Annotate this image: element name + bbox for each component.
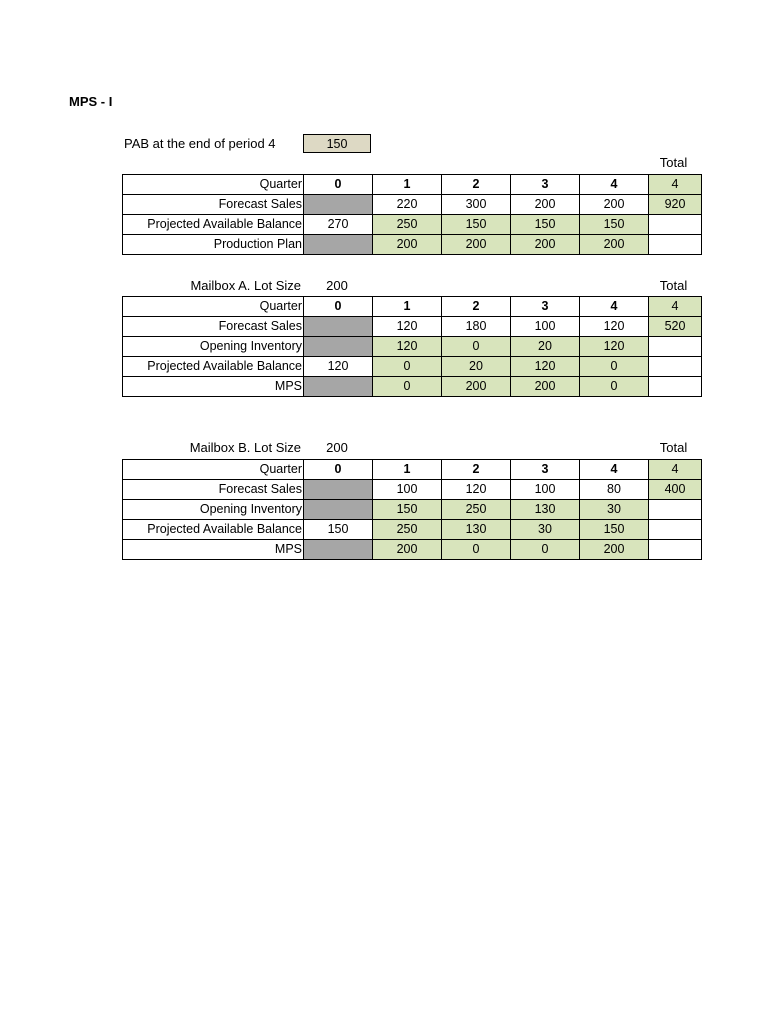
mailbox-b-table (122, 459, 702, 560)
period-3-cell[interactable]: 3 (511, 175, 580, 195)
period-1-cell[interactable]: 200 (373, 235, 442, 255)
total-cell[interactable] (649, 540, 702, 560)
period-4-cell[interactable]: 200 (580, 195, 649, 215)
table-row (123, 235, 702, 255)
row-label[interactable]: Projected Available Balance (123, 215, 304, 235)
mailbox-b-lot-label: Mailbox B. Lot Size (189, 440, 301, 455)
total-cell[interactable]: 520 (649, 317, 702, 337)
row-label[interactable]: Quarter (123, 297, 304, 317)
row-label[interactable]: MPS (123, 540, 304, 560)
table-row (123, 520, 702, 540)
period-1-cell[interactable]: 200 (373, 540, 442, 560)
period-4-cell[interactable]: 30 (580, 500, 649, 520)
table-row (123, 215, 702, 235)
row-label[interactable]: Opening Inventory (123, 500, 304, 520)
period-2-cell[interactable]: 250 (442, 500, 511, 520)
total-cell[interactable] (649, 215, 702, 235)
period-1-cell[interactable]: 1 (373, 175, 442, 195)
period-0-cell[interactable] (304, 377, 373, 397)
period-1-cell[interactable]: 1 (373, 460, 442, 480)
total-cell[interactable]: 920 (649, 195, 702, 215)
row-label[interactable]: Forecast Sales (123, 195, 304, 215)
pab-label: PAB at the end of period 4 (124, 136, 276, 151)
period-1-cell[interactable]: 150 (373, 500, 442, 520)
row-label[interactable]: Production Plan (123, 235, 304, 255)
total-cell[interactable]: 400 (649, 480, 702, 500)
total-cell[interactable] (649, 520, 702, 540)
table-row (123, 480, 702, 500)
table-row (123, 297, 702, 317)
period-2-cell[interactable]: 120 (442, 480, 511, 500)
period-0-cell[interactable]: 0 (304, 297, 373, 317)
period-3-cell[interactable]: 200 (511, 235, 580, 255)
period-2-cell[interactable]: 200 (442, 235, 511, 255)
period-4-cell[interactable]: 120 (580, 337, 649, 357)
mps-table (122, 174, 702, 255)
period-1-cell[interactable]: 120 (373, 317, 442, 337)
period-2-cell[interactable]: 2 (442, 175, 511, 195)
period-3-cell[interactable]: 200 (511, 377, 580, 397)
table-row (123, 460, 702, 480)
period-0-cell[interactable] (304, 317, 373, 337)
period-4-cell[interactable]: 200 (580, 540, 649, 560)
total-cell[interactable]: 4 (649, 460, 702, 480)
period-3-cell[interactable]: 150 (511, 215, 580, 235)
period-0-cell[interactable] (304, 540, 373, 560)
row-label[interactable]: Projected Available Balance (123, 357, 304, 377)
period-4-cell[interactable]: 150 (580, 215, 649, 235)
mailbox-a-total-label: Total (659, 278, 688, 293)
period-4-cell[interactable]: 120 (580, 317, 649, 337)
table1-total-label: Total (659, 155, 688, 170)
row-label[interactable]: Projected Available Balance (123, 520, 304, 540)
mailbox-a-lot-value: 200 (326, 278, 348, 293)
period-3-cell[interactable]: 20 (511, 337, 580, 357)
row-label[interactable]: Quarter (123, 175, 304, 195)
period-2-cell[interactable]: 2 (442, 297, 511, 317)
period-2-cell[interactable]: 300 (442, 195, 511, 215)
row-label[interactable]: Quarter (123, 460, 304, 480)
period-2-cell[interactable]: 0 (442, 337, 511, 357)
page-title: MPS - I (69, 94, 113, 109)
total-cell[interactable] (649, 357, 702, 377)
table-row (123, 195, 702, 215)
row-label[interactable]: MPS (123, 377, 304, 397)
period-0-cell[interactable]: 120 (304, 357, 373, 377)
period-4-cell[interactable]: 200 (580, 235, 649, 255)
period-3-cell[interactable]: 3 (511, 460, 580, 480)
period-3-cell[interactable]: 130 (511, 500, 580, 520)
period-1-cell[interactable]: 0 (373, 357, 442, 377)
period-0-cell[interactable]: 270 (304, 215, 373, 235)
period-4-cell[interactable]: 4 (580, 460, 649, 480)
period-3-cell[interactable]: 200 (511, 195, 580, 215)
period-4-cell[interactable]: 80 (580, 480, 649, 500)
period-3-cell[interactable]: 30 (511, 520, 580, 540)
pab-value-cell[interactable]: 150 (303, 134, 371, 153)
period-2-cell[interactable]: 130 (442, 520, 511, 540)
period-3-cell[interactable]: 120 (511, 357, 580, 377)
period-2-cell[interactable]: 200 (442, 377, 511, 397)
table-row (123, 377, 702, 397)
period-4-cell[interactable]: 0 (580, 357, 649, 377)
table-row (123, 175, 702, 195)
period-1-cell[interactable]: 220 (373, 195, 442, 215)
period-3-cell[interactable]: 3 (511, 297, 580, 317)
period-0-cell[interactable] (304, 337, 373, 357)
period-1-cell[interactable]: 100 (373, 480, 442, 500)
period-2-cell[interactable]: 2 (442, 460, 511, 480)
period-1-cell[interactable]: 250 (373, 215, 442, 235)
period-3-cell[interactable]: 100 (511, 480, 580, 500)
total-cell[interactable] (649, 235, 702, 255)
period-4-cell[interactable]: 150 (580, 520, 649, 540)
period-1-cell[interactable]: 120 (373, 337, 442, 357)
row-label[interactable]: Forecast Sales (123, 480, 304, 500)
table-row (123, 317, 702, 337)
row-label[interactable]: Forecast Sales (123, 317, 304, 337)
period-1-cell[interactable]: 0 (373, 377, 442, 397)
row-label[interactable]: Opening Inventory (123, 337, 304, 357)
period-3-cell[interactable]: 100 (511, 317, 580, 337)
table-row (123, 337, 702, 357)
total-cell[interactable]: 4 (649, 297, 702, 317)
period-1-cell[interactable]: 1 (373, 297, 442, 317)
total-cell[interactable] (649, 500, 702, 520)
mailbox-b-total-label: Total (659, 440, 688, 455)
period-1-cell[interactable]: 250 (373, 520, 442, 540)
period-2-cell[interactable]: 20 (442, 357, 511, 377)
total-cell[interactable]: 4 (649, 175, 702, 195)
table-row (123, 500, 702, 520)
total-cell[interactable] (649, 337, 702, 357)
period-2-cell[interactable]: 150 (442, 215, 511, 235)
period-0-cell[interactable]: 0 (304, 460, 373, 480)
period-4-cell[interactable]: 4 (580, 297, 649, 317)
mailbox-b-lot-value: 200 (326, 440, 348, 455)
mailbox-a-table (122, 296, 702, 397)
total-cell[interactable] (649, 377, 702, 397)
mailbox-a-lot-label: Mailbox A. Lot Size (190, 278, 301, 293)
table-row (123, 357, 702, 377)
table-row (123, 540, 702, 560)
period-4-cell[interactable]: 4 (580, 175, 649, 195)
period-4-cell[interactable]: 0 (580, 377, 649, 397)
period-0-cell[interactable]: 150 (304, 520, 373, 540)
period-0-cell[interactable] (304, 500, 373, 520)
period-0-cell[interactable] (304, 235, 373, 255)
period-3-cell[interactable]: 0 (511, 540, 580, 560)
period-0-cell[interactable]: 0 (304, 175, 373, 195)
period-2-cell[interactable]: 180 (442, 317, 511, 337)
period-0-cell[interactable] (304, 195, 373, 215)
period-0-cell[interactable] (304, 480, 373, 500)
period-2-cell[interactable]: 0 (442, 540, 511, 560)
